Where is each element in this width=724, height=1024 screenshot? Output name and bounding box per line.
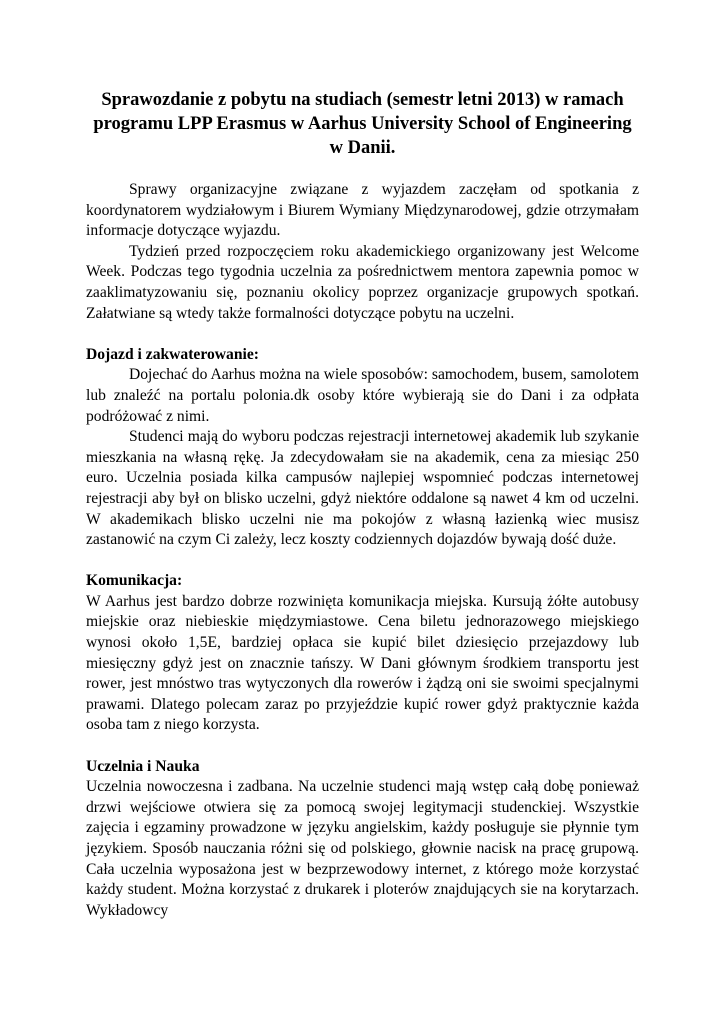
document-page bbox=[86, 88, 639, 921]
section-paragraph: W Aarhus jest bardzo dobrze rozwinięta komunikacja miejska. Kursują żółte autobusy miejskie oraz niebieskie międzymiastowe. Cena biletu jednorazowego miejskiego wynosi około 1,5E, bardziej opłaca sie kupić bilet dziesięcio przejazdowy lub miesięczny gdyż jest on znacznie tańszy. W Dani głównym środkiem transportu jest rower, jest mnóstwo tras wytyczonych dla rowerów i żądzą oni sie swoimi specjalnymi prawami. Dlatego polecam zaraz po przyjeździe kupić rower gdyż praktycznie każda osoba tam z niego korzysta. bbox=[86, 592, 639, 734]
section-heading-uczelnia: Uczelnia i Nauka bbox=[86, 757, 200, 775]
section-heading-dojazd: Dojazd i zakwaterowanie: bbox=[86, 345, 259, 363]
document-title: Sprawozdanie z pobytu na studiach (semestr letni 2013) w ramach programu LPP Erasmus w Aarhus University School of Engineering w Danii. bbox=[93, 90, 632, 158]
section-paragraph: Studenci mają do wyboru podczas rejestracji internetowej akademik lub szykanie mieszkania na własną rękę. Ja zdecydowałam sie na akademik, cena za miesiąc 250 euro. Uczelnia posiada kilka campusów najlepiej wspomnieć podczas internetowej rejestracji aby był on blisko uczelni, gdyż niektóre oddalone są nawet 4 km od uczelni. W akademikach blisko uczelni nie ma pokojów z własną łazienką wiec musisz zastanowić na czym Ci zależy, lecz koszty codziennych dojazdów bywają dość duże. bbox=[86, 428, 639, 549]
section-paragraph: Uczelnia nowoczesna i zadbana. Na uczelnie studenci mają wstęp całą dobę ponieważ drzwi wejściowe otwiera się za pomocą swojej legitymacji studenckiej. Wszystkie zajęcia i egzaminy prowadzone w języku angielskim, każdy posługuje sie płynnie tym językiem. Sposób nauczania różni się od polskiego, głownie nacisk na pracę grupową. Cała uczelnia wyposażona jest w bezprzewodowy internet, z którego może korzystać każdy student. Można korzystać z drukarek i ploterów znajdujących sie na korytarzach. Wykładowcy bbox=[86, 778, 639, 919]
section-heading-komunikacja: Komunikacja: bbox=[86, 572, 183, 590]
section-paragraph: Dojechać do Aarhus można na wiele sposobów: samochodem, busem, samolotem lub znaleźć na portalu polonia.dk osoby które wybierają sie do Dani i za odpłata podróżować z nimi. bbox=[86, 366, 639, 425]
intro-paragraph: Sprawy organizacyjne związane z wyjazdem zaczęłam od spotkania z koordynatorem wydziałowym i Biurem Wymiany Międzynarodowej, gdzie otrzymałam informacje dotyczące wyjazdu. bbox=[86, 181, 639, 240]
intro-paragraph: Tydzień przed rozpoczęciem roku akademickiego organizowany jest Welcome Week. Podczas tego tygodnia uczelnia za pośrednictwem mentora zapewnia pomoc w zaaklimatyzowaniu się, poznaniu okolicy poprzez organizacje grupowych spotkań. Załatwiane są wtedy także formalności dotyczące pobytu na uczelni. bbox=[86, 242, 639, 322]
